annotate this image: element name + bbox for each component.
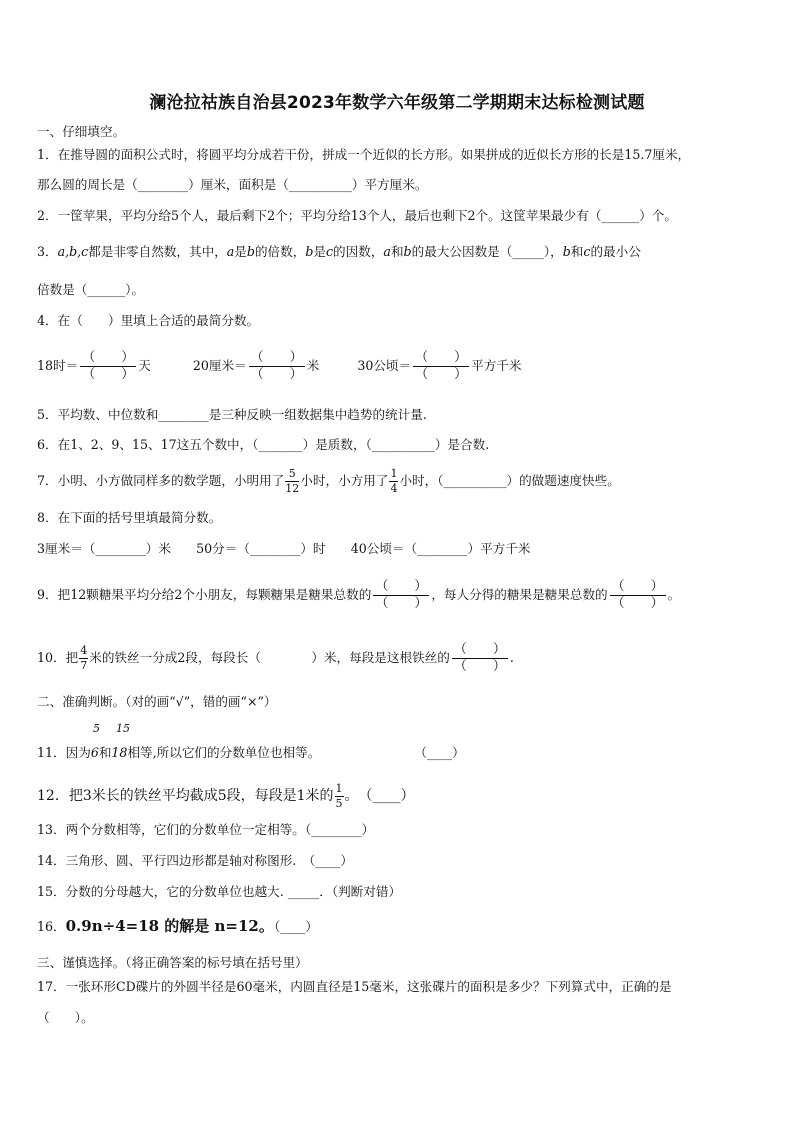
- question-12: 12．把3米长的铁丝平均截成5段，每段是1米的 $\frac{1}{5}$ 。 （____）: [37, 781, 415, 810]
- fraction-blank: （ ） （ ）: [415, 350, 468, 382]
- question-13: 13．两个分数相等，它们的分数单位一定相等。（________）: [37, 822, 375, 837]
- fraction-blank: （ ） （ ）: [453, 642, 506, 674]
- question-5: 5．平均数、中位数和________是三种反映一组数据集中趋势的统计量.: [37, 407, 427, 422]
- question-1-line-2: 那么圆的周长是（________）厘米，面积是（__________）平方厘米。: [37, 177, 428, 192]
- question-17-line-2: （ ）。: [37, 1010, 94, 1025]
- question-2: 2．一筐苹果，平均分给5个人，最后剩下2个；平均分给13个人，最后也剩下2个。这筐苹果最少有（______）个。: [37, 208, 677, 223]
- fraction-blank: （ ） （ ）: [611, 579, 664, 611]
- fraction-blank: （ ） （ ）: [375, 579, 428, 611]
- question-8-line-2: 3厘米＝（________）米 50分＝（________）时 40公顷＝（________）平方千米: [37, 541, 531, 556]
- question-8-line-1: 8．在下面的括号里填最简分数。: [37, 510, 222, 525]
- fraction: $\frac{5}{12}$: [285, 467, 300, 495]
- question-1-line-1: 1．在推导圆的面积公式时，将圆平均分成若干份，拼成一个近似的长方形。如果拼成的近似长方形的长是15.7厘米，: [37, 147, 691, 162]
- question-10: 10．把 $\frac{4}{7}$ 米的铁丝一分成2段，每段长（ ）米，每段是这根铁丝的 （ ） （ ） .: [37, 642, 514, 674]
- question-4-line-1: 4．在（ ）里填上合适的最简分数。: [37, 313, 260, 328]
- page-title: 澜沧拉祜族自治县2023年数学六年级第二学期期末达标检测试题: [149, 93, 645, 113]
- fraction: $\frac{1}{4}$: [390, 467, 398, 495]
- section-heading-2: 二、准确判断。（对的画“√”，错的画“×”）: [37, 694, 277, 709]
- question-9: 9．把12颗糖果平均分给2个小朋友，每颗糖果是糖果总数的 （ ） （ ） ，每人分得的糖果是糖果总数的 （ ） （ ） 。: [37, 579, 681, 611]
- question-15: 15．分数的分母越大，它的分数单位也越大. _____．（判断对错）: [37, 884, 402, 899]
- fraction-blank: （ ） （ ）: [250, 350, 303, 382]
- section-heading-1: 一、仔细填空。: [37, 124, 126, 139]
- fraction: $\frac{4}{7}$: [80, 644, 88, 672]
- question-7: 7．小明、小方做同样多的数学题，小明用了 $\frac{5}{12}$ 小时，小方用了 $\frac{1}{4}$ 小时，（__________）的做题速度快些。: [37, 467, 620, 495]
- question-14: 14．三角形、圆、平行四边形都是轴对称图形. （____）: [37, 853, 353, 868]
- question-17-line-1: 17．一张环形CD碟片的外圆半径是60毫米，内圆直径是15毫米，这张碟片的面积是多少？下列算式中，正确的是: [37, 979, 672, 994]
- question-11: 11．因为6和18相等,所以它们的分数单位也相等。 （____）: [37, 745, 465, 760]
- fraction-blank: （ ） （ ）: [82, 350, 135, 382]
- question-3-line-1: 3．a,b,c都是非零自然数，其中，a是b的倍数，b是c的因数，a和b的最大公因数是（_____），b和c的最小公: [37, 244, 641, 259]
- question-16: 16．0.9n÷4=18 的解是 n=12。（____）: [37, 917, 318, 935]
- question-4-line-2: 18时＝ （ ） （ ） 天 20厘米＝ （ ） （ ） 米 30公顷＝ （ ） （ ） 平方千米: [37, 350, 522, 382]
- section-heading-3: 三、谨慎选择。（将正确答案的标号填在括号里）: [37, 955, 308, 970]
- numerator-label: 5: [93, 722, 100, 735]
- question-3-line-2: 倍数是（______）。: [37, 282, 145, 297]
- numerator-label: 15: [116, 722, 130, 735]
- fraction: $\frac{1}{5}$: [335, 781, 343, 810]
- question-6: 6．在1、2、9、15、17这五个数中，（_______）是质数，（__________）是合数.: [37, 437, 490, 452]
